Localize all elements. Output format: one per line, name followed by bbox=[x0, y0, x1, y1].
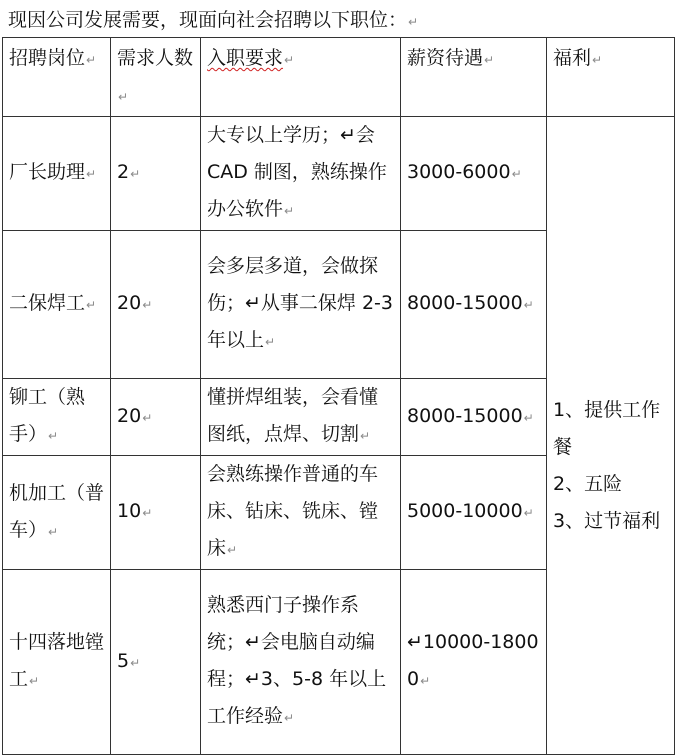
position-cell: 铆工（熟手）↵ bbox=[3, 379, 111, 456]
welfare-item: 3、过节福利 bbox=[553, 509, 661, 532]
welfare-cell bbox=[547, 117, 675, 755]
header-position: 招聘岗位↵ bbox=[3, 38, 111, 117]
header-welfare: 福利↵ bbox=[547, 38, 675, 117]
intro-text: 现因公司发展需要，现面向社会招聘以下职位：↵ bbox=[8, 9, 419, 31]
salary-cell: 8000-15000↵ bbox=[401, 231, 547, 379]
requirements-cell: 懂拼焊组装，会看懂图纸，点焊、切割↵ bbox=[201, 379, 401, 456]
recruitment-table bbox=[2, 37, 675, 755]
table-row bbox=[3, 117, 675, 231]
count-cell: 20↵ bbox=[111, 231, 201, 379]
header-count: 需求人数↵ bbox=[111, 38, 201, 117]
position-cell: 十四落地镗工↵ bbox=[3, 570, 111, 755]
position-cell: 机加工（普车）↵ bbox=[3, 456, 111, 570]
welfare-item: 1、提供工作餐 bbox=[553, 398, 661, 458]
requirements-cell: 会熟练操作普通的车床、钻床、铣床、镗床↵ bbox=[201, 456, 401, 570]
count-cell: 20↵ bbox=[111, 379, 201, 456]
salary-cell: ↵10000-18000↵ bbox=[401, 570, 547, 755]
table-header-row bbox=[3, 38, 675, 117]
welfare-item: 2、五险 bbox=[553, 472, 623, 495]
requirements-cell: 会多层多道，会做探伤；↵从事二保焊 2-3 年以上↵ bbox=[201, 231, 401, 379]
header-salary: 薪资待遇↵ bbox=[401, 38, 547, 117]
count-cell: 5↵ bbox=[111, 570, 201, 755]
header-requirements: 入职要求↵ bbox=[201, 38, 401, 117]
salary-cell: 3000-6000↵ bbox=[401, 117, 547, 231]
requirements-cell: 熟悉西门子操作系统；↵会电脑自动编程；↵3、5-8 年以上工作经验↵ bbox=[201, 570, 401, 755]
count-cell: 10↵ bbox=[111, 456, 201, 570]
paragraph-mark: ↵ bbox=[408, 15, 419, 29]
count-cell: 2↵ bbox=[111, 117, 201, 231]
salary-cell: 5000-10000↵ bbox=[401, 456, 547, 570]
requirements-cell: 大专以上学历；↵会 CAD 制图，熟练操作办公软件↵ bbox=[201, 117, 401, 231]
position-cell: 二保焊工↵ bbox=[3, 231, 111, 379]
salary-cell: 8000-15000↵ bbox=[401, 379, 547, 456]
position-cell: 厂长助理↵ bbox=[3, 117, 111, 231]
